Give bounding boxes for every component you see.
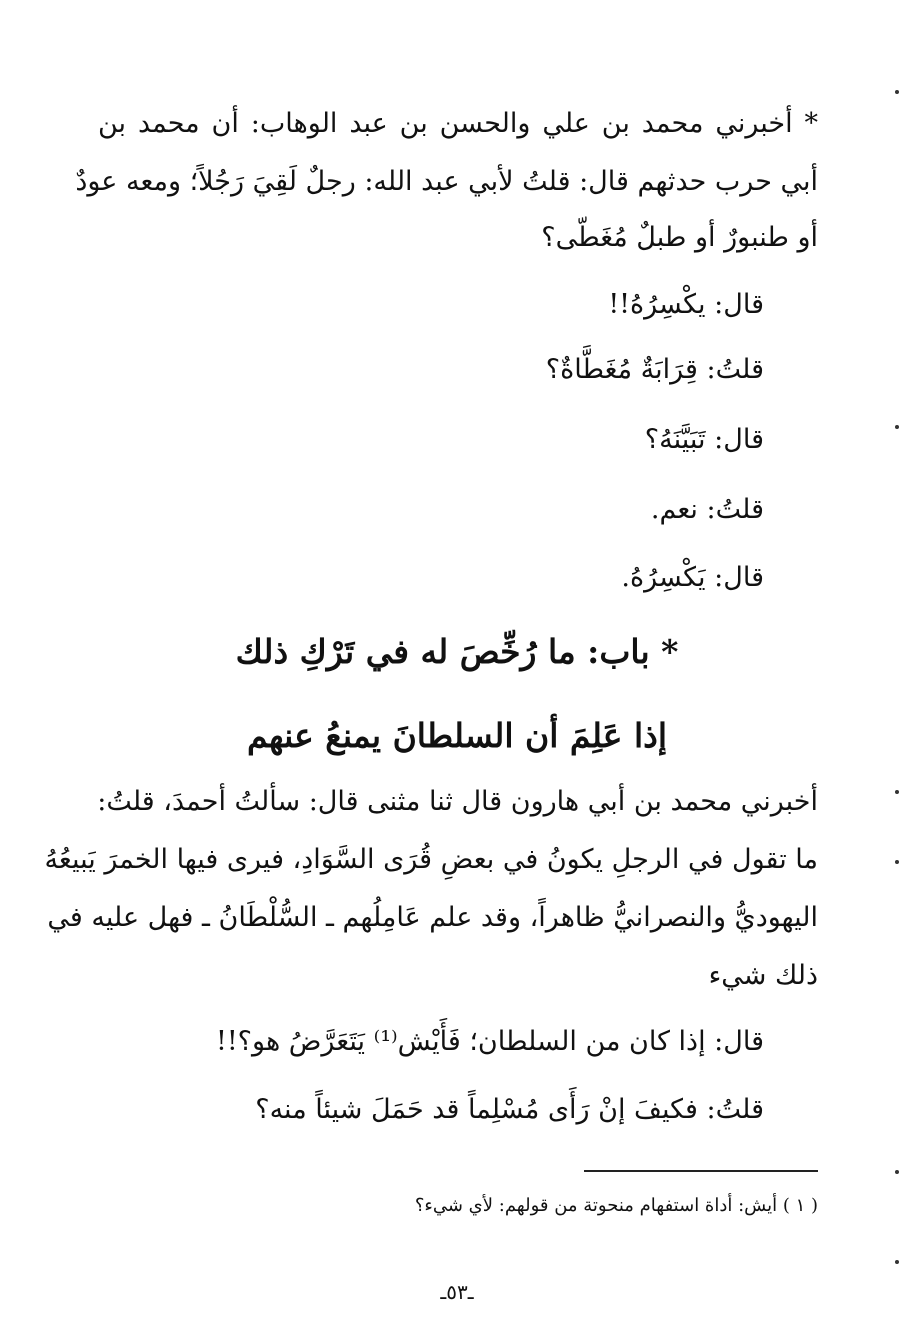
paragraph-line: أو طنبورٌ أو طبلٌ مُغَطّى؟: [541, 222, 818, 253]
paragraph-line: * أخبرني محمد بن علي والحسن بن عبد الوهاب: أن محمد بن: [98, 108, 818, 139]
footnote-separator: [584, 1170, 818, 1172]
scan-speck: [895, 1260, 899, 1264]
paragraph-line: اليهوديُّ والنصرانيُّ ظاهراً، وقد علم عَامِلُهم ـ السُّلْطَانُ ـ فهل عليه في: [47, 902, 818, 933]
scan-speck: [895, 1170, 899, 1174]
paragraph-line: أخبرني محمد بن أبي هارون قال ثنا مثنى قال: سألتُ أحمدَ، قلتُ:: [97, 786, 818, 817]
dialogue-line: قال: تَبَيَّنَهُ؟: [644, 424, 764, 455]
scan-speck: [895, 790, 899, 794]
dialogue-line: قال: يكْسِرُهُ!!: [608, 289, 764, 320]
page-number: ـ٥٣ـ: [440, 1280, 474, 1304]
dialogue-line: قال: يَكْسِرُهُ.: [621, 562, 764, 593]
paragraph-line: أبي حرب حدثهم قال: قلتُ لأبي عبد الله: رجلٌ لَقِيَ رَجُلاً؛ ومعه عودٌ: [75, 166, 818, 197]
scan-speck: [895, 425, 899, 429]
chapter-heading-line-2: إذا عَلِمَ أن السلطانَ يمنعُ عنهم: [246, 716, 667, 755]
paragraph-line: ما تقول في الرجلِ يكونُ في بعضِ قُرَى السَّوَادِ، فيرى فيها الخمرَ يَبيعُهُ: [44, 844, 818, 875]
scan-speck: [895, 90, 899, 94]
dialogue-line: قلتُ: فكيفَ إنْ رَأَى مُسْلِماً قد حَمَلَ شيئاً منه؟: [255, 1094, 764, 1125]
scan-speck: [895, 860, 899, 864]
dialogue-line: قال: إذا كان من السلطان؛ فَأَيْش⁽¹⁾ يَتَعَرَّضُ هو؟!!: [215, 1026, 764, 1057]
paragraph-line: ذلك شيء: [708, 960, 818, 991]
dialogue-line: قلتُ: قِرَابَةٌ مُغَطَّاةٌ؟: [545, 354, 764, 385]
chapter-heading-line-1: * باب: ما رُخِّصَ له في تَرْكِ ذلك: [235, 632, 679, 671]
footnote: ( ١ ) أيش: أداة استفهام منحوتة من قولهم: لأي شيء؟: [414, 1195, 818, 1216]
dialogue-line: قلتُ: نعم.: [650, 494, 764, 525]
